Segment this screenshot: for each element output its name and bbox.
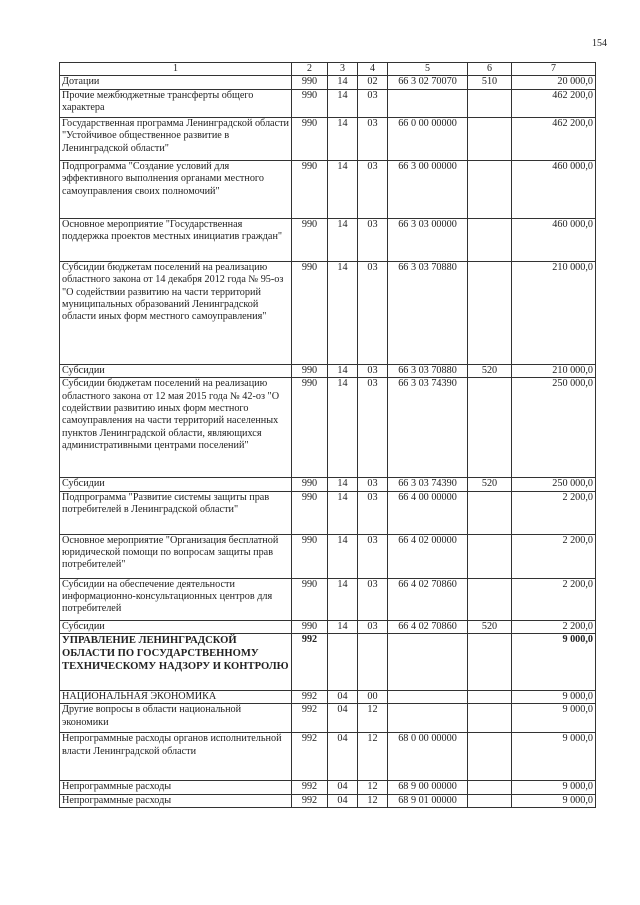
row-section: 04 — [328, 781, 358, 794]
row-expense-type — [468, 261, 512, 364]
row-expense-type — [468, 704, 512, 733]
row-amount: 20 000,0 — [512, 76, 596, 89]
row-admin-code: 990 — [292, 378, 328, 478]
row-section: 04 — [328, 733, 358, 781]
row-amount: 210 000,0 — [512, 364, 596, 377]
row-name: Прочие межбюджетные трансферты общего характера — [60, 89, 292, 117]
row-expense-type — [468, 634, 512, 691]
row-subsection: 03 — [358, 378, 388, 478]
row-expense-type: 510 — [468, 76, 512, 89]
row-expense-type: 520 — [468, 364, 512, 377]
row-name: Непрограммные расходы — [60, 794, 292, 807]
row-section: 14 — [328, 378, 358, 478]
table-row — [60, 634, 596, 691]
table-row — [60, 578, 596, 620]
row-name: Субсидии на обеспечение деятельности информационно-консультационных центров для потребителей — [60, 578, 292, 620]
row-amount: 462 200,0 — [512, 117, 596, 160]
row-target-code: 68 0 00 00000 — [388, 733, 468, 781]
row-expense-type — [468, 117, 512, 160]
row-target-code — [388, 89, 468, 117]
row-section: 14 — [328, 117, 358, 160]
budget-table — [59, 62, 596, 808]
row-section: 14 — [328, 534, 358, 578]
row-target-code: 68 9 01 00000 — [388, 794, 468, 807]
row-admin-code: 992 — [292, 781, 328, 794]
row-amount: 250 000,0 — [512, 478, 596, 491]
header-cell: 6 — [468, 63, 512, 76]
row-target-code — [388, 634, 468, 691]
row-name: Субсидии бюджетам поселений на реализацию областного закона от 12 мая 2015 года № 42-оз "О содействии развитию иных форм местного самоуправления на части территорий населенных пунктов Ленинградской области, являющихся административными центрами поселений" — [60, 378, 292, 478]
row-section: 14 — [328, 578, 358, 620]
row-section: 14 — [328, 76, 358, 89]
row-admin-code: 990 — [292, 534, 328, 578]
row-section: 14 — [328, 478, 358, 491]
row-name: Подпрограмма "Создание условий для эффективного выполнения органами местного самоуправления своих полномочий" — [60, 160, 292, 218]
row-amount: 9 000,0 — [512, 794, 596, 807]
header-cell: 1 — [60, 63, 292, 76]
row-target-code: 66 4 02 70860 — [388, 578, 468, 620]
table-row — [60, 794, 596, 807]
row-amount: 9 000,0 — [512, 691, 596, 704]
row-amount: 9 000,0 — [512, 704, 596, 733]
row-target-code: 66 3 02 70070 — [388, 76, 468, 89]
table-row — [60, 534, 596, 578]
table-row — [60, 691, 596, 704]
row-admin-code: 990 — [292, 76, 328, 89]
row-name: Государственная программа Ленинградской области "Устойчивое общественное развитие в Ленинградской области" — [60, 117, 292, 160]
row-name: Другие вопросы в области национальной экономики — [60, 704, 292, 733]
row-expense-type — [468, 491, 512, 534]
row-subsection: 12 — [358, 733, 388, 781]
row-amount: 2 200,0 — [512, 534, 596, 578]
row-amount: 2 200,0 — [512, 620, 596, 633]
row-target-code: 66 3 03 00000 — [388, 218, 468, 261]
row-amount: 9 000,0 — [512, 733, 596, 781]
row-target-code: 66 0 00 00000 — [388, 117, 468, 160]
table-row — [60, 117, 596, 160]
row-admin-code: 990 — [292, 218, 328, 261]
row-expense-type — [468, 160, 512, 218]
row-admin-code: 990 — [292, 261, 328, 364]
table-row — [60, 478, 596, 491]
row-expense-type — [468, 218, 512, 261]
row-admin-code: 990 — [292, 117, 328, 160]
table-row — [60, 704, 596, 733]
row-subsection: 03 — [358, 89, 388, 117]
table-row — [60, 261, 596, 364]
row-expense-type — [468, 781, 512, 794]
row-name: УПРАВЛЕНИЕ ЛЕНИНГРАДСКОЙ ОБЛАСТИ ПО ГОСУДАРСТВЕННОМУ ТЕХНИЧЕСКОМУ НАДЗОРУ И КОНТРОЛЮ — [60, 634, 292, 691]
table-row — [60, 364, 596, 377]
row-subsection: 12 — [358, 794, 388, 807]
row-admin-code: 990 — [292, 89, 328, 117]
row-expense-type — [468, 794, 512, 807]
row-amount: 2 200,0 — [512, 578, 596, 620]
row-admin-code: 990 — [292, 578, 328, 620]
row-subsection: 03 — [358, 218, 388, 261]
row-target-code — [388, 704, 468, 733]
table-row — [60, 378, 596, 478]
row-admin-code: 990 — [292, 620, 328, 633]
row-expense-type — [468, 89, 512, 117]
row-section: 14 — [328, 364, 358, 377]
row-subsection: 03 — [358, 491, 388, 534]
row-expense-type: 520 — [468, 620, 512, 633]
row-amount: 9 000,0 — [512, 634, 596, 691]
row-section: 14 — [328, 491, 358, 534]
table-row — [60, 781, 596, 794]
table-row — [60, 733, 596, 781]
row-section: 14 — [328, 160, 358, 218]
row-section: 14 — [328, 620, 358, 633]
row-name: Субсидии — [60, 364, 292, 377]
table-header-row — [60, 63, 596, 76]
row-target-code: 66 3 03 70880 — [388, 261, 468, 364]
table-row — [60, 89, 596, 117]
row-amount: 462 200,0 — [512, 89, 596, 117]
row-expense-type — [468, 733, 512, 781]
row-target-code: 66 3 00 00000 — [388, 160, 468, 218]
row-name: Подпрограмма "Развитие системы защиты прав потребителей в Ленинградской области" — [60, 491, 292, 534]
table-row — [60, 620, 596, 633]
table-row — [60, 76, 596, 89]
row-section: 14 — [328, 89, 358, 117]
row-amount: 210 000,0 — [512, 261, 596, 364]
row-name: Субсидии бюджетам поселений на реализацию областного закона от 14 декабря 2012 года № 95-оз "О содействии развитию на части территорий муниципальных образований Ленинградской области иных форм местного самоуправления" — [60, 261, 292, 364]
row-subsection: 03 — [358, 117, 388, 160]
row-section: 14 — [328, 218, 358, 261]
row-amount: 460 000,0 — [512, 160, 596, 218]
row-name: Дотации — [60, 76, 292, 89]
row-name: Субсидии — [60, 620, 292, 633]
table-row — [60, 160, 596, 218]
row-subsection: 03 — [358, 364, 388, 377]
row-target-code: 66 4 02 00000 — [388, 534, 468, 578]
row-name: Основное мероприятие "Организация бесплатной юридической помощи по вопросам защиты прав потребителей" — [60, 534, 292, 578]
header-cell: 7 — [512, 63, 596, 76]
row-amount: 460 000,0 — [512, 218, 596, 261]
row-admin-code: 992 — [292, 794, 328, 807]
row-subsection: 12 — [358, 781, 388, 794]
row-section: 14 — [328, 261, 358, 364]
row-subsection: 03 — [358, 620, 388, 633]
row-subsection: 12 — [358, 704, 388, 733]
row-admin-code: 990 — [292, 491, 328, 534]
row-admin-code: 990 — [292, 478, 328, 491]
row-admin-code: 992 — [292, 704, 328, 733]
row-amount: 2 200,0 — [512, 491, 596, 534]
row-target-code: 66 3 03 74390 — [388, 378, 468, 478]
row-target-code: 68 9 00 00000 — [388, 781, 468, 794]
row-expense-type — [468, 691, 512, 704]
row-section: 04 — [328, 691, 358, 704]
row-target-code: 66 3 03 74390 — [388, 478, 468, 491]
row-admin-code: 990 — [292, 364, 328, 377]
row-name: Непрограммные расходы органов исполнительной власти Ленинградской области — [60, 733, 292, 781]
row-section — [328, 634, 358, 691]
row-target-code: 66 3 03 70880 — [388, 364, 468, 377]
header-cell: 3 — [328, 63, 358, 76]
row-admin-code: 992 — [292, 691, 328, 704]
row-subsection: 03 — [358, 261, 388, 364]
page-number: 154 — [592, 38, 607, 49]
table-row — [60, 218, 596, 261]
row-subsection: 00 — [358, 691, 388, 704]
row-name: Субсидии — [60, 478, 292, 491]
table-row — [60, 491, 596, 534]
row-subsection: 02 — [358, 76, 388, 89]
row-subsection: 03 — [358, 534, 388, 578]
header-cell: 5 — [388, 63, 468, 76]
header-cell: 4 — [358, 63, 388, 76]
row-subsection: 03 — [358, 478, 388, 491]
row-admin-code: 992 — [292, 733, 328, 781]
row-amount: 250 000,0 — [512, 378, 596, 478]
row-expense-type — [468, 534, 512, 578]
row-expense-type: 520 — [468, 478, 512, 491]
row-name: Непрограммные расходы — [60, 781, 292, 794]
row-amount: 9 000,0 — [512, 781, 596, 794]
row-expense-type — [468, 378, 512, 478]
row-admin-code: 990 — [292, 160, 328, 218]
row-subsection: 03 — [358, 578, 388, 620]
header-cell: 2 — [292, 63, 328, 76]
row-subsection — [358, 634, 388, 691]
row-target-code — [388, 691, 468, 704]
row-admin-code: 992 — [292, 634, 328, 691]
row-subsection: 03 — [358, 160, 388, 218]
row-target-code: 66 4 02 70860 — [388, 620, 468, 633]
row-name: НАЦИОНАЛЬНАЯ ЭКОНОМИКА — [60, 691, 292, 704]
row-section: 04 — [328, 704, 358, 733]
row-target-code: 66 4 00 00000 — [388, 491, 468, 534]
row-section: 04 — [328, 794, 358, 807]
row-expense-type — [468, 578, 512, 620]
row-name: Основное мероприятие "Государственная поддержка проектов местных инициатив граждан" — [60, 218, 292, 261]
